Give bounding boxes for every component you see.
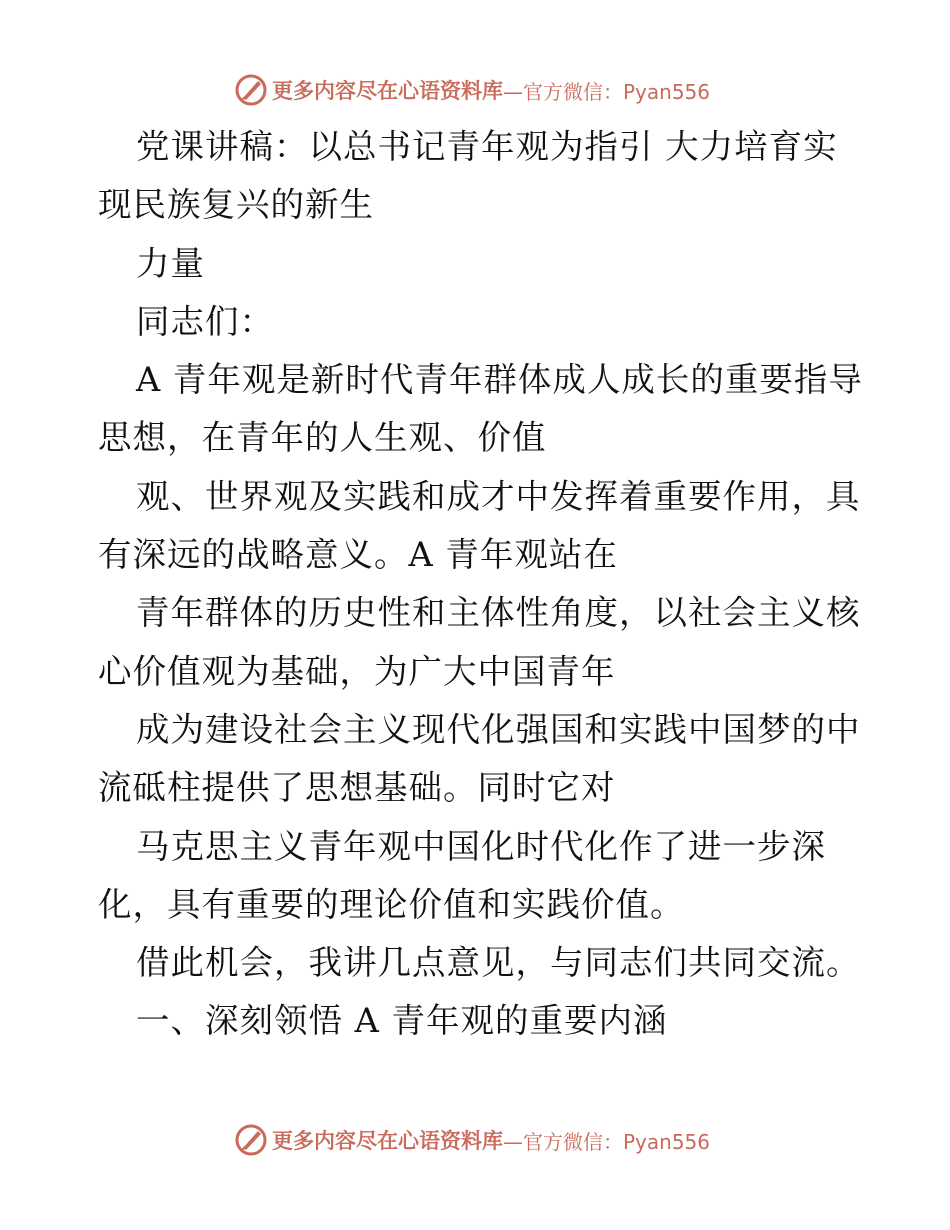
paragraph-line: 流砥柱提供了思想基础。同时它对 <box>98 768 616 808</box>
title-line-3: 力量 <box>136 243 205 283</box>
paragraph-line: 化，具有重要的理论价值和实践价值。 <box>98 884 685 924</box>
paragraph-line: 借此机会，我讲几点意见，与同志们共同交流。 <box>136 943 861 983</box>
quill-logo-icon <box>234 1123 268 1157</box>
watermark-brand: 更多内容尽在心语资料库 <box>272 78 503 103</box>
section-heading: 一、深刻领悟 A 青年观的重要内涵 <box>136 1001 668 1041</box>
paragraph-line: 青年群体的历史性和主体性角度，以社会主义核 <box>136 593 861 633</box>
paragraph-line: 思想，在青年的人生观、价值 <box>98 418 547 458</box>
paragraph-line: 观、世界观及实践和成才中发挥着重要作用，具 <box>136 476 861 516</box>
paragraph-line: 马克思主义青年观中国化时代化作了进一步深 <box>136 826 826 866</box>
salutation: 同志们： <box>136 301 274 341</box>
paragraph-line: 心价值观为基础，为广大中国青年 <box>98 651 616 691</box>
quill-logo-icon <box>234 73 268 107</box>
footer-watermark <box>234 1122 710 1158</box>
watermark-brand: 更多内容尽在心语资料库 <box>272 1128 503 1153</box>
paragraph-line: A 青年观是新时代青年群体成人成长的重要指导 <box>136 360 863 400</box>
watermark-contact: —官方微信：Pyan556 <box>503 79 711 104</box>
header-watermark <box>234 72 710 108</box>
title-line-1: 党课讲稿：以总书记青年观为指引 大力培育实 <box>136 127 838 166</box>
document-body <box>98 118 868 1051</box>
paragraph-line: 成为建设社会主义现代化强国和实践中国梦的中 <box>136 709 861 749</box>
title-line-2: 现民族复兴的新生 <box>98 185 374 225</box>
watermark-contact: —官方微信：Pyan556 <box>503 1129 711 1154</box>
paragraph-line: 有深远的战略意义。A 青年观站在 <box>98 535 618 575</box>
